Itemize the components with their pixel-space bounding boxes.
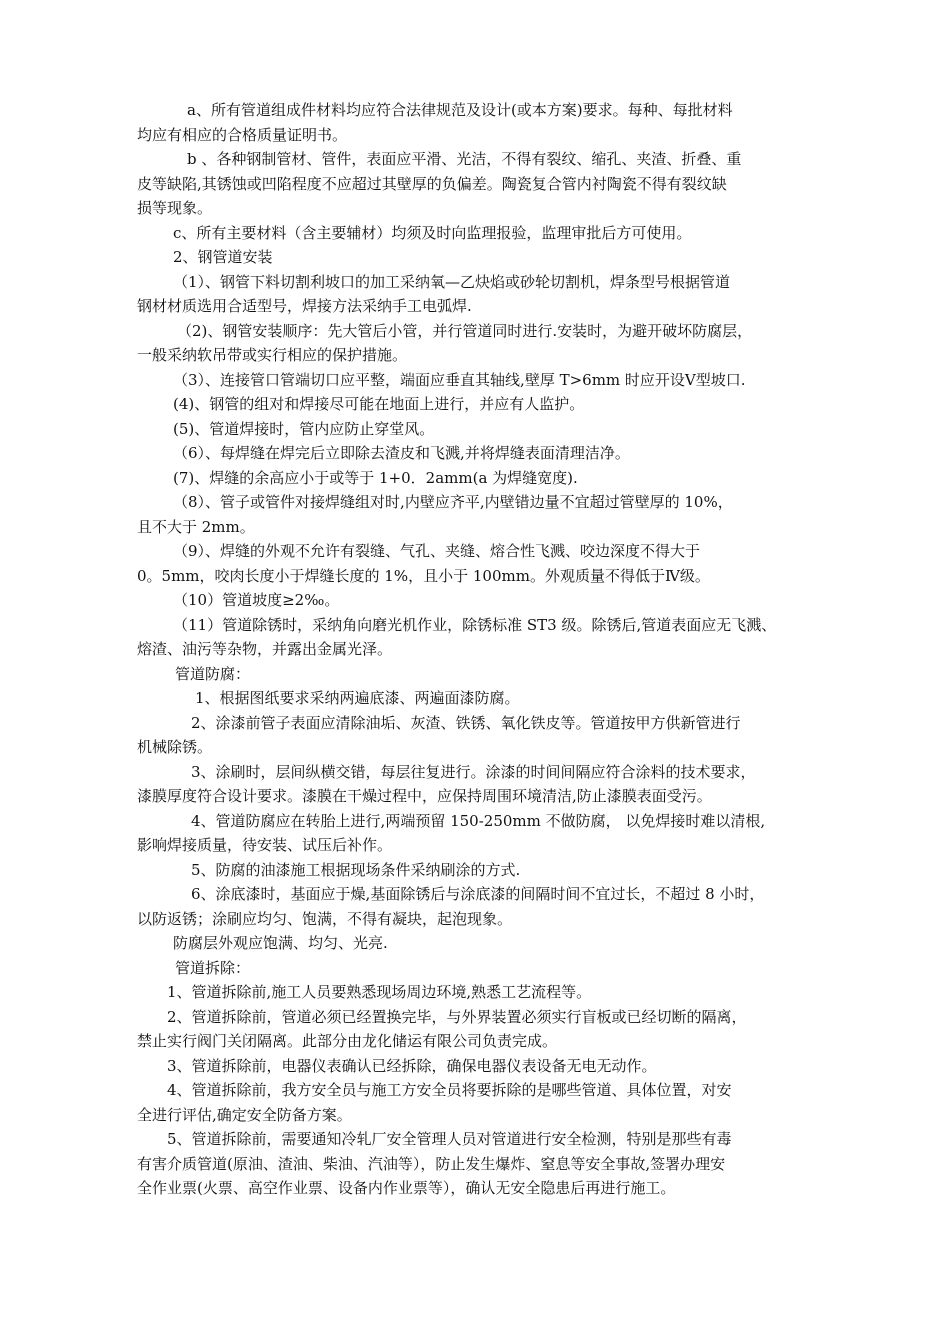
paragraph-line: 1、管道拆除前,施工人员要熟悉现场周边环境,熟悉工艺流程等。 <box>167 983 592 1001</box>
paragraph-line: b 、各种钢制管材、管件，表面应平滑、光洁，不得有裂纹、缩孔、夹渣、折叠、重 <box>187 150 742 168</box>
paragraph <box>137 392 837 417</box>
paragraph <box>137 221 837 246</box>
paragraph <box>137 417 837 442</box>
paragraph-line: 3、管道拆除前，电器仪表确认已经拆除，确保电器仪表设备无电无动作。 <box>167 1056 657 1075</box>
paragraph-line: 2、管道拆除前，管道必须已经置换完毕，与外界装置必须实行盲板或已经切断的隔离， <box>167 1007 747 1026</box>
paragraph-line: 且不大于 2mm。 <box>137 517 255 536</box>
paragraph <box>137 613 837 662</box>
paragraph <box>137 466 837 491</box>
paragraph-line: a、所有管道组成件材料均应符合法律规范及设计(或本方案)要求。每种、每批材料 <box>187 101 733 119</box>
paragraph-line: （10）管道坡度≥2‰。 <box>173 591 340 609</box>
paragraph <box>137 1078 837 1127</box>
paragraph <box>137 1054 837 1079</box>
paragraph-line: 0。5mm，咬肉长度小于焊缝长度的 1%，且小于 100mm。外观质量不得低于Ⅳ级。 <box>137 566 710 585</box>
paragraph <box>137 245 837 270</box>
paragraph <box>137 882 837 931</box>
paragraph <box>137 490 837 539</box>
paragraph-line: 以防返锈；涂刷应均匀、饱满，不得有凝块，起泡现象。 <box>137 909 513 928</box>
paragraph <box>137 931 837 956</box>
paragraph-line: 漆膜厚度符合设计要求。漆膜在干燥过程中，应保持周围环境清洁,防止漆膜表面受污。 <box>137 787 712 805</box>
paragraph-line: 2、钢管道安装 <box>173 248 273 266</box>
paragraph-line: (4)、钢管的组对和焊接尽可能在地面上进行，并应有人监护。 <box>173 395 585 413</box>
paragraph-line: （8）、管子或管件对接焊缝组对时,内壁应齐平,内壁错边量不宜超过管壁厚的 10%， <box>173 493 733 511</box>
paragraph <box>137 147 837 221</box>
paragraph <box>137 662 837 687</box>
paragraph-line: 全进行评估,确定安全防备方案。 <box>137 1105 352 1124</box>
paragraph <box>137 711 837 760</box>
paragraph <box>137 98 837 147</box>
paragraph-line: 影响焊接质量，待安装、试压后补作。 <box>137 836 393 854</box>
paragraph-line: 管道防腐： <box>175 664 251 683</box>
paragraph-line: 机械除锈。 <box>137 738 213 756</box>
paragraph <box>137 686 837 711</box>
paragraph-line: 2、涂漆前管子表面应清除油垢、灰渣、铁锈、氧化铁皮等。管道按甲方供新管进行 <box>191 713 741 732</box>
document-body <box>137 98 837 1201</box>
paragraph-line: 均应有相应的合格质量证明书。 <box>137 125 348 144</box>
paragraph-line: 4、管道防腐应在转胎上进行,两端预留 150-250mm 不做防腐， 以免焊接时难以清根, <box>191 811 766 830</box>
paragraph-line: 防腐层外观应饱满、均匀、光亮. <box>173 934 388 952</box>
paragraph <box>137 441 837 466</box>
paragraph-line: c、所有主要材料（含主要辅材）均须及时向监理报验，监理审批后方可使用。 <box>173 223 692 242</box>
paragraph-line: 损等现象。 <box>137 199 213 217</box>
paragraph <box>137 956 837 981</box>
paragraph <box>137 858 837 883</box>
paragraph-line: 5、管道拆除前，需要通知冷轧厂安全管理人员对管道进行安全检测，特别是那些有毒 <box>167 1130 732 1148</box>
paragraph-line: （2)、钢管安装顺序：先大管后小管，并行管道同时进行.安装时，为避开破坏防腐层， <box>177 321 753 340</box>
paragraph-line: (7)、焊缝的余高应小于或等于 1+0．2amm(a 为焊缝宽度). <box>173 468 578 487</box>
paragraph-line: （11）管道除锈时，采纳角向磨光机作业，除锈标准 ST3 级。除锈后,管道表面应无飞溅、 <box>173 615 777 634</box>
paragraph-line: （3）、连接管口管端切口应平整，端面应垂直其轴线,壁厚 T>6mm 时应开设Ⅴ型坡口. <box>173 370 746 389</box>
paragraph <box>137 980 837 1005</box>
paragraph-line: （1）、钢管下料切割利坡口的加工采纳氧—乙炔焰或砂轮切割机，焊条型号根据管道 <box>173 272 731 291</box>
paragraph-line: 管道拆除： <box>175 958 251 977</box>
paragraph-line: 6、涂底漆时，基面应于燥,基面除锈后与涂底漆的间隔时间不宜过长，不超过 8 小时， <box>191 885 765 903</box>
paragraph-line: 钢材材质选用合适型号，焊接方法采纳手工电弧焊. <box>137 297 472 315</box>
paragraph <box>137 270 837 319</box>
paragraph-line: 4、管道拆除前，我方安全员与施工方安全员将要拆除的是哪些管道、具体位置，对安 <box>167 1081 732 1099</box>
paragraph-line: 5、防腐的油漆施工根据现场条件采纳刷涂的方式. <box>191 860 521 879</box>
paragraph <box>137 809 837 858</box>
paragraph <box>137 539 837 588</box>
paragraph <box>137 368 837 393</box>
paragraph <box>137 319 837 368</box>
paragraph-line: (5)、管道焊接时，管内应防止穿堂风。 <box>173 419 435 438</box>
paragraph <box>137 760 837 809</box>
paragraph <box>137 1127 837 1201</box>
paragraph-line: 皮等缺陷,其锈蚀或凹陷程度不应超过其壁厚的负偏差。陶瓷复合管内衬陶瓷不得有裂纹缺 <box>137 174 727 193</box>
paragraph-line: （6）、每焊缝在焊完后立即除去渣皮和飞溅,并将焊缝表面清理洁净。 <box>173 444 630 462</box>
paragraph-line: 1、根据图纸要求采纳两遍底漆、两遍面漆防腐。 <box>195 689 520 707</box>
paragraph-line: 有害介质管道(原油、渣油、柴油、汽油等），防止发生爆炸、窒息等安全事故,签署办理安 <box>137 1154 726 1173</box>
paragraph-line: 3、涂刷时，层间纵横交错，每层往复进行。涂漆的时间间隔应符合涂料的技术要求， <box>191 762 756 781</box>
paragraph-line: 禁止实行阀门关闭隔离。此部分由龙化储运有限公司负责完成。 <box>137 1032 558 1050</box>
paragraph <box>137 588 837 613</box>
paragraph-line: 全作业票(火票、高空作业票、设备内作业票等），确认无安全隐患后再进行施工。 <box>137 1179 676 1197</box>
paragraph-line: 一般采纳软吊带或实行相应的保护措施。 <box>137 346 408 364</box>
paragraph-line: （9）、焊缝的外观不允许有裂缝、气孔、夹缝、熔合性飞溅、咬边深度不得大于 <box>173 542 701 560</box>
paragraph <box>137 1005 837 1054</box>
paragraph-line: 熔渣、油污等杂物，并露出金属光泽。 <box>137 640 393 658</box>
